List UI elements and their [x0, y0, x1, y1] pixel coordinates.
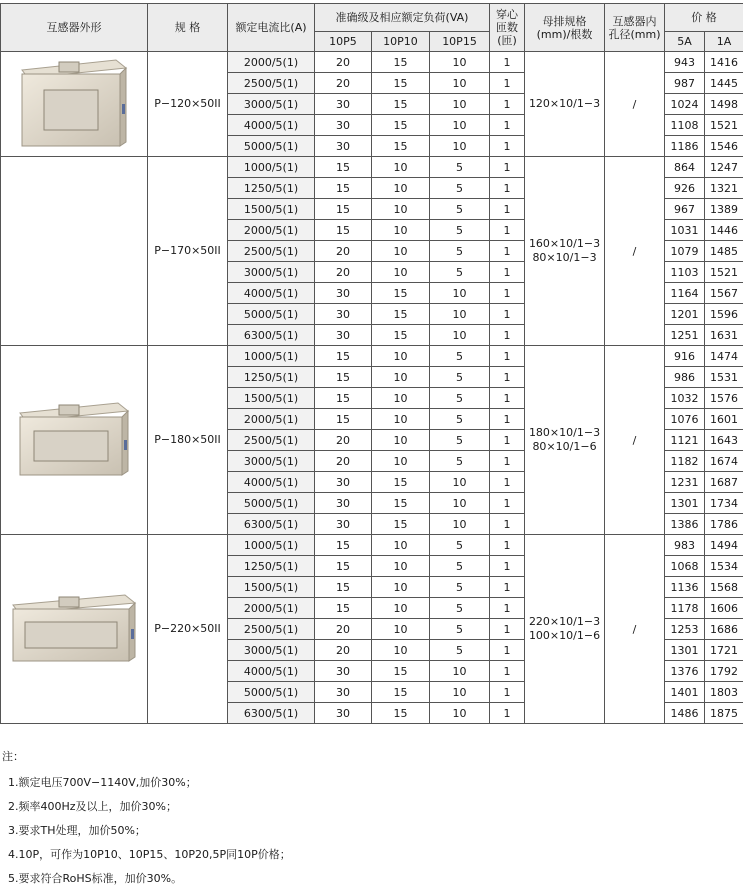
load-10p5-cell: 15: [315, 535, 372, 556]
load-10p15-cell: 10: [430, 115, 490, 136]
price-1a-cell: 1674: [705, 451, 743, 472]
price-5a-cell: 1032: [665, 388, 705, 409]
load-10p15-cell: 10: [430, 514, 490, 535]
price-1a-cell: 1521: [705, 115, 743, 136]
price-1a-cell: 1643: [705, 430, 743, 451]
load-10p15-cell: 5: [430, 262, 490, 283]
turns-cell: 1: [490, 388, 525, 409]
price-1a-cell: 1686: [705, 619, 743, 640]
model-cell: P−170×50II: [148, 157, 228, 346]
note-item: 4.10P，可作为10P10、10P15、10P20,5P同10P价格；: [8, 848, 291, 861]
ratio-cell: 2000/5(1): [228, 52, 315, 73]
load-10p15-cell: 10: [430, 136, 490, 157]
price-1a-cell: 1631: [705, 325, 743, 346]
price-1a-cell: 1321: [705, 178, 743, 199]
load-10p5-cell: 20: [315, 619, 372, 640]
load-10p15-cell: 10: [430, 703, 490, 724]
transformer-photo: [1, 535, 148, 724]
price-5a-cell: 1076: [665, 409, 705, 430]
price-5a-cell: 1486: [665, 703, 705, 724]
ratio-cell: 2500/5(1): [228, 73, 315, 94]
load-10p5-cell: 20: [315, 52, 372, 73]
load-10p15-cell: 5: [430, 640, 490, 661]
load-10p5-cell: 15: [315, 577, 372, 598]
turns-cell: 1: [490, 661, 525, 682]
ratio-cell: 1250/5(1): [228, 367, 315, 388]
header-load-group: 准确级及相应额定负荷(VA): [315, 4, 490, 32]
price-5a-cell: 1164: [665, 283, 705, 304]
price-1a-cell: 1521: [705, 262, 743, 283]
ratio-cell: 1000/5(1): [228, 346, 315, 367]
price-1a-cell: 1534: [705, 556, 743, 577]
ratio-cell: 4000/5(1): [228, 661, 315, 682]
load-10p15-cell: 10: [430, 73, 490, 94]
turns-cell: 1: [490, 472, 525, 493]
load-10p5-cell: 15: [315, 388, 372, 409]
ratio-cell: 4000/5(1): [228, 472, 315, 493]
model-cell: P−120×50II: [148, 52, 228, 157]
load-10p5-cell: 30: [315, 493, 372, 514]
load-10p5-cell: 15: [315, 346, 372, 367]
load-10p5-cell: 15: [315, 178, 372, 199]
load-10p10-cell: 10: [372, 367, 430, 388]
ratio-cell: 3000/5(1): [228, 262, 315, 283]
price-5a-cell: 1103: [665, 262, 705, 283]
ratio-cell: 1500/5(1): [228, 199, 315, 220]
turns-cell: 1: [490, 199, 525, 220]
turns-cell: 1: [490, 430, 525, 451]
load-10p10-cell: 10: [372, 556, 430, 577]
load-10p15-cell: 5: [430, 367, 490, 388]
price-1a-cell: 1485: [705, 241, 743, 262]
load-10p10-cell: 15: [372, 115, 430, 136]
load-10p10-cell: 10: [372, 640, 430, 661]
load-10p10-cell: 10: [372, 535, 430, 556]
load-10p5-cell: 20: [315, 640, 372, 661]
busbar-cell: 120×10/1−3: [525, 52, 605, 157]
ratio-cell: 6300/5(1): [228, 325, 315, 346]
turns-cell: 1: [490, 703, 525, 724]
ratio-cell: 1000/5(1): [228, 157, 315, 178]
turns-cell: 1: [490, 493, 525, 514]
turns-cell: 1: [490, 52, 525, 73]
table-row: [1, 535, 743, 556]
turns-cell: 1: [490, 325, 525, 346]
load-10p15-cell: 10: [430, 472, 490, 493]
hole-cell: /: [605, 346, 665, 535]
ratio-cell: 6300/5(1): [228, 703, 315, 724]
price-1a-cell: 1875: [705, 703, 743, 724]
load-10p15-cell: 10: [430, 682, 490, 703]
turns-cell: 1: [490, 682, 525, 703]
load-10p15-cell: 5: [430, 388, 490, 409]
load-10p5-cell: 15: [315, 220, 372, 241]
ratio-cell: 3000/5(1): [228, 451, 315, 472]
model-cell: P−220×50II: [148, 535, 228, 724]
ratio-cell: 3000/5(1): [228, 94, 315, 115]
price-1a-cell: 1721: [705, 640, 743, 661]
load-10p10-cell: 15: [372, 514, 430, 535]
ratio-cell: 2000/5(1): [228, 598, 315, 619]
note-item: 5.要求符合RoHS标准，加价30%。: [8, 872, 183, 885]
load-10p10-cell: 10: [372, 451, 430, 472]
turns-cell: 1: [490, 94, 525, 115]
ratio-cell: 5000/5(1): [228, 304, 315, 325]
turns-cell: 1: [490, 535, 525, 556]
load-10p15-cell: 5: [430, 556, 490, 577]
load-10p5-cell: 20: [315, 451, 372, 472]
load-10p5-cell: 15: [315, 367, 372, 388]
load-10p5-cell: 30: [315, 94, 372, 115]
load-10p5-cell: 30: [315, 283, 372, 304]
price-1a-cell: 1601: [705, 409, 743, 430]
price-1a-cell: 1531: [705, 367, 743, 388]
note-item: 3.要求TH处理，加价50%；: [8, 824, 146, 837]
turns-cell: 1: [490, 304, 525, 325]
load-10p5-cell: 15: [315, 409, 372, 430]
ratio-cell: 3000/5(1): [228, 640, 315, 661]
hole-cell: /: [605, 157, 665, 346]
price-5a-cell: 1121: [665, 430, 705, 451]
price-5a-cell: 1079: [665, 241, 705, 262]
turns-cell: 1: [490, 157, 525, 178]
price-1a-cell: 1494: [705, 535, 743, 556]
price-1a-cell: 1606: [705, 598, 743, 619]
load-10p5-cell: 30: [315, 115, 372, 136]
ratio-cell: 2500/5(1): [228, 619, 315, 640]
load-10p5-cell: 30: [315, 703, 372, 724]
price-5a-cell: 1376: [665, 661, 705, 682]
load-10p10-cell: 15: [372, 304, 430, 325]
load-10p5-cell: 20: [315, 262, 372, 283]
price-1a-cell: 1792: [705, 661, 743, 682]
turns-cell: 1: [490, 514, 525, 535]
turns-cell: 1: [490, 556, 525, 577]
ratio-cell: 6300/5(1): [228, 514, 315, 535]
ratio-cell: 2500/5(1): [228, 241, 315, 262]
price-5a-cell: 1301: [665, 493, 705, 514]
load-10p10-cell: 10: [372, 199, 430, 220]
load-10p10-cell: 10: [372, 619, 430, 640]
load-10p5-cell: 15: [315, 598, 372, 619]
ratio-cell: 2000/5(1): [228, 409, 315, 430]
load-10p10-cell: 10: [372, 157, 430, 178]
price-5a-cell: 987: [665, 73, 705, 94]
price-1a-cell: 1596: [705, 304, 743, 325]
ratio-cell: 1500/5(1): [228, 388, 315, 409]
model-cell: P−180×50II: [148, 346, 228, 535]
turns-cell: 1: [490, 619, 525, 640]
ratio-cell: 5000/5(1): [228, 493, 315, 514]
table-row: [1, 157, 743, 178]
table-body: [1, 52, 743, 724]
load-10p5-cell: 20: [315, 73, 372, 94]
header-class-10p15: 10P15: [430, 32, 490, 52]
price-1a-cell: 1446: [705, 220, 743, 241]
load-10p10-cell: 10: [372, 388, 430, 409]
load-10p15-cell: 5: [430, 598, 490, 619]
price-1a-cell: 1247: [705, 157, 743, 178]
price-1a-cell: 1803: [705, 682, 743, 703]
price-5a-cell: 1253: [665, 619, 705, 640]
table-row: [1, 346, 743, 367]
transformer-photo: [1, 157, 148, 346]
price-1a-cell: 1546: [705, 136, 743, 157]
load-10p10-cell: 10: [372, 220, 430, 241]
note-item: 1.额定电压700V−1140V,加价30%；: [8, 776, 197, 789]
load-10p5-cell: 20: [315, 241, 372, 262]
load-10p10-cell: 15: [372, 472, 430, 493]
load-10p15-cell: 5: [430, 451, 490, 472]
price-5a-cell: 986: [665, 367, 705, 388]
load-10p5-cell: 15: [315, 556, 372, 577]
price-5a-cell: 1108: [665, 115, 705, 136]
price-5a-cell: 864: [665, 157, 705, 178]
hole-cell: /: [605, 535, 665, 724]
load-10p10-cell: 10: [372, 346, 430, 367]
header-class-10p5: 10P5: [315, 32, 372, 52]
price-5a-cell: 983: [665, 535, 705, 556]
header-price-1a: 1A: [705, 32, 743, 52]
price-1a-cell: 1498: [705, 94, 743, 115]
turns-cell: 1: [490, 451, 525, 472]
price-1a-cell: 1687: [705, 472, 743, 493]
price-1a-cell: 1445: [705, 73, 743, 94]
load-10p15-cell: 5: [430, 619, 490, 640]
price-1a-cell: 1786: [705, 514, 743, 535]
load-10p10-cell: 10: [372, 430, 430, 451]
load-10p15-cell: 5: [430, 577, 490, 598]
ratio-cell: 2000/5(1): [228, 220, 315, 241]
turns-cell: 1: [490, 220, 525, 241]
price-5a-cell: 1178: [665, 598, 705, 619]
ratio-cell: 1250/5(1): [228, 178, 315, 199]
ratio-cell: 4000/5(1): [228, 115, 315, 136]
load-10p15-cell: 5: [430, 199, 490, 220]
header-ratio: 额定电流比(A): [228, 4, 315, 52]
load-10p15-cell: 5: [430, 346, 490, 367]
header-busbar: 母排规格 (mm)/根数: [525, 4, 605, 52]
turns-cell: 1: [490, 367, 525, 388]
load-10p15-cell: 5: [430, 430, 490, 451]
busbar-cell: 180×10/1−3 80×10/1−6: [525, 346, 605, 535]
price-1a-cell: 1567: [705, 283, 743, 304]
load-10p15-cell: 5: [430, 409, 490, 430]
header-model: 规 格: [148, 4, 228, 52]
load-10p10-cell: 10: [372, 598, 430, 619]
load-10p15-cell: 10: [430, 94, 490, 115]
price-5a-cell: 1386: [665, 514, 705, 535]
price-5a-cell: 1068: [665, 556, 705, 577]
price-5a-cell: 1251: [665, 325, 705, 346]
header-turns: 穿心 匝数 (匝): [490, 4, 525, 52]
load-10p10-cell: 15: [372, 703, 430, 724]
ratio-cell: 1250/5(1): [228, 556, 315, 577]
hole-cell: /: [605, 52, 665, 157]
ratio-cell: 1000/5(1): [228, 535, 315, 556]
price-5a-cell: 943: [665, 52, 705, 73]
transformer-photo: [1, 346, 148, 535]
turns-cell: 1: [490, 346, 525, 367]
ratio-cell: 1500/5(1): [228, 577, 315, 598]
turns-cell: 1: [490, 241, 525, 262]
table-row: [1, 52, 743, 73]
price-5a-cell: 926: [665, 178, 705, 199]
turns-cell: 1: [490, 577, 525, 598]
header-class-10p10: 10P10: [372, 32, 430, 52]
price-5a-cell: 1231: [665, 472, 705, 493]
turns-cell: 1: [490, 178, 525, 199]
load-10p15-cell: 5: [430, 535, 490, 556]
load-10p5-cell: 20: [315, 430, 372, 451]
load-10p5-cell: 30: [315, 136, 372, 157]
note-item: 2.频率400Hz及以上，加价30%；: [8, 800, 177, 813]
load-10p10-cell: 15: [372, 52, 430, 73]
price-1a-cell: 1389: [705, 199, 743, 220]
ratio-cell: 5000/5(1): [228, 136, 315, 157]
turns-cell: 1: [490, 640, 525, 661]
price-5a-cell: 1301: [665, 640, 705, 661]
load-10p10-cell: 10: [372, 241, 430, 262]
load-10p5-cell: 30: [315, 472, 372, 493]
turns-cell: 1: [490, 283, 525, 304]
load-10p10-cell: 15: [372, 661, 430, 682]
load-10p5-cell: 30: [315, 304, 372, 325]
load-10p15-cell: 5: [430, 241, 490, 262]
load-10p15-cell: 10: [430, 283, 490, 304]
busbar-cell: 160×10/1−3 80×10/1−3: [525, 157, 605, 346]
load-10p15-cell: 10: [430, 304, 490, 325]
price-1a-cell: 1576: [705, 388, 743, 409]
header-price-5a: 5A: [665, 32, 705, 52]
load-10p15-cell: 10: [430, 493, 490, 514]
load-10p15-cell: 5: [430, 220, 490, 241]
load-10p5-cell: 15: [315, 157, 372, 178]
load-10p5-cell: 30: [315, 325, 372, 346]
price-5a-cell: 1201: [665, 304, 705, 325]
load-10p15-cell: 10: [430, 661, 490, 682]
load-10p5-cell: 30: [315, 661, 372, 682]
load-10p10-cell: 15: [372, 682, 430, 703]
price-1a-cell: 1474: [705, 346, 743, 367]
ratio-cell: 4000/5(1): [228, 283, 315, 304]
load-10p5-cell: 30: [315, 682, 372, 703]
turns-cell: 1: [490, 262, 525, 283]
load-10p10-cell: 10: [372, 409, 430, 430]
turns-cell: 1: [490, 136, 525, 157]
price-1a-cell: 1734: [705, 493, 743, 514]
price-5a-cell: 1186: [665, 136, 705, 157]
turns-cell: 1: [490, 409, 525, 430]
price-5a-cell: 1024: [665, 94, 705, 115]
ratio-cell: 2500/5(1): [228, 430, 315, 451]
price-1a-cell: 1416: [705, 52, 743, 73]
load-10p10-cell: 15: [372, 325, 430, 346]
load-10p10-cell: 15: [372, 493, 430, 514]
price-5a-cell: 1182: [665, 451, 705, 472]
header-appearance: 互感器外形: [1, 4, 148, 52]
load-10p10-cell: 15: [372, 94, 430, 115]
spec-table: [0, 3, 743, 724]
price-5a-cell: 967: [665, 199, 705, 220]
transformer-photo: [1, 52, 148, 157]
load-10p10-cell: 15: [372, 283, 430, 304]
header-price: 价 格: [665, 4, 743, 32]
ratio-cell: 5000/5(1): [228, 682, 315, 703]
load-10p10-cell: 15: [372, 136, 430, 157]
busbar-cell: 220×10/1−3 100×10/1−6: [525, 535, 605, 724]
price-1a-cell: 1568: [705, 577, 743, 598]
load-10p5-cell: 15: [315, 199, 372, 220]
load-10p5-cell: 30: [315, 514, 372, 535]
turns-cell: 1: [490, 115, 525, 136]
load-10p15-cell: 5: [430, 178, 490, 199]
load-10p10-cell: 10: [372, 262, 430, 283]
table-header: [1, 4, 743, 52]
turns-cell: 1: [490, 73, 525, 94]
load-10p10-cell: 15: [372, 73, 430, 94]
load-10p15-cell: 10: [430, 52, 490, 73]
turns-cell: 1: [490, 598, 525, 619]
header-hole: 互感器内 孔径(mm): [605, 4, 665, 52]
load-10p10-cell: 10: [372, 178, 430, 199]
load-10p15-cell: 5: [430, 157, 490, 178]
load-10p10-cell: 10: [372, 577, 430, 598]
price-5a-cell: 1401: [665, 682, 705, 703]
load-10p15-cell: 10: [430, 325, 490, 346]
price-5a-cell: 1031: [665, 220, 705, 241]
price-5a-cell: 1136: [665, 577, 705, 598]
price-5a-cell: 916: [665, 346, 705, 367]
notes-title: 注：: [2, 750, 24, 763]
